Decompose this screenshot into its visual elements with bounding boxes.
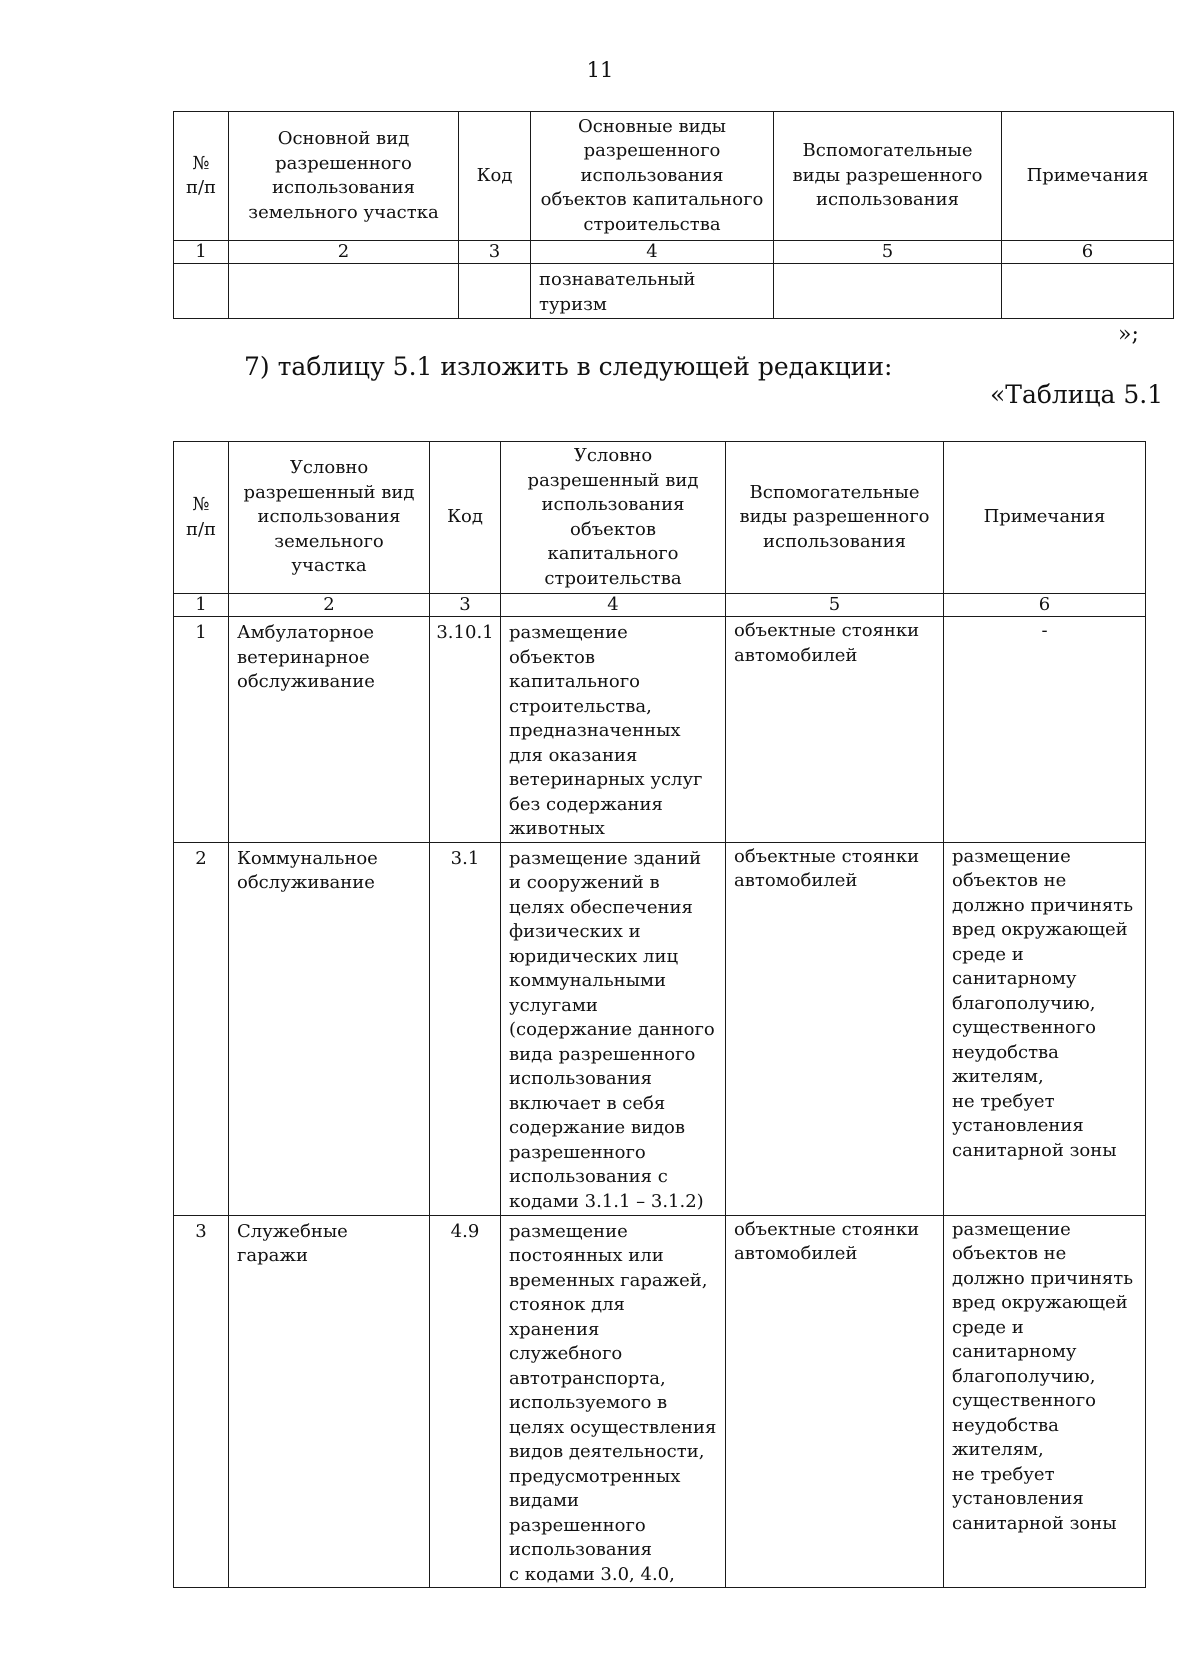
t1-header-number: № п/п <box>174 112 229 241</box>
t2-cell-code: 4.9 <box>430 1215 501 1588</box>
t1-cell: познавательный туризм <box>531 264 774 319</box>
closing-quote-mark: »; <box>1118 322 1139 347</box>
t2-header-land-use: Условно разрешенный вид использования земельного участка <box>229 442 430 594</box>
t2-cell-notes: размещение объектов не должно причинять вред окружающей среде и санитарному благополучию, существенного неудобства жителям, не требует установления санитарной зоны <box>944 842 1146 1215</box>
t2-column-number: 6 <box>944 594 1146 617</box>
t2-cell-notes: размещение объектов не должно причинять вред окружающей среде и санитарному благополучию, существенного неудобства жителям, не требует установления санитарной зоны <box>944 1215 1146 1588</box>
t2-cell-land-use: Служебные гаражи <box>229 1215 430 1588</box>
table-caption: «Таблица 5.1 <box>990 380 1164 409</box>
table-main-uses <box>173 111 1174 319</box>
t1-column-number: 4 <box>531 241 774 264</box>
t2-cell-construction-use: размещение объектов капитального строительства, предназначенных для оказания ветеринарных услуг без содержания животных <box>501 617 726 843</box>
t2-cell-number: 2 <box>174 842 229 1215</box>
t2-column-number: 1 <box>174 594 229 617</box>
t2-header-construction-use: Условно разрешенный вид использования объектов капитального строительства <box>501 442 726 594</box>
t1-column-number: 2 <box>229 241 459 264</box>
t1-header-construction-use: Основные виды разрешенного использования объектов капитального строительства <box>531 112 774 241</box>
t1-header-code: Код <box>459 112 531 241</box>
t2-cell-code: 3.1 <box>430 842 501 1215</box>
t1-column-number: 5 <box>774 241 1002 264</box>
t1-cell <box>459 264 531 319</box>
t2-cell-auxiliary-use: объектные стоянки автомобилей <box>726 842 944 1215</box>
t1-column-number: 3 <box>459 241 531 264</box>
t2-cell-auxiliary-use: объектные стоянки автомобилей <box>726 1215 944 1588</box>
t2-cell-land-use: Амбулаторное ветеринарное обслуживание <box>229 617 430 843</box>
t1-header-notes: Примечания <box>1002 112 1174 241</box>
t2-column-number: 3 <box>430 594 501 617</box>
t1-header-land-use: Основной вид разрешенного использования земельного участка <box>229 112 459 241</box>
t1-cell <box>229 264 459 319</box>
t1-cell <box>1002 264 1174 319</box>
page-number: 11 <box>586 58 614 82</box>
t1-column-number: 1 <box>174 241 229 264</box>
t2-cell-construction-use: размещение зданий и сооружений в целях обеспечения физических и юридических лиц коммунальными услугами (содержание данного вида разрешенного использования включает в себя содержание видов разрешенного использования с кодами 3.1.1 – 3.1.2) <box>501 842 726 1215</box>
t1-header-auxiliary-use: Вспомогательные виды разрешенного использования <box>774 112 1002 241</box>
table-row <box>174 1215 1146 1588</box>
t2-cell-auxiliary-use: объектные стоянки автомобилей <box>726 617 944 843</box>
instruction-text: 7) таблицу 5.1 изложить в следующей редакции: <box>244 352 893 381</box>
t2-column-number: 4 <box>501 594 726 617</box>
table-conditional-uses <box>173 441 1146 1588</box>
t1-cell <box>174 264 229 319</box>
t2-header-auxiliary-use: Вспомогательные виды разрешенного использования <box>726 442 944 594</box>
t2-cell-number: 1 <box>174 617 229 843</box>
table-row <box>174 264 1174 319</box>
table-row <box>174 842 1146 1215</box>
t1-cell <box>774 264 1002 319</box>
t2-header-number: № п/п <box>174 442 229 594</box>
t2-column-number: 5 <box>726 594 944 617</box>
t2-column-number: 2 <box>229 594 430 617</box>
table-row <box>174 617 1146 843</box>
t2-cell-code: 3.10.1 <box>430 617 501 843</box>
t2-cell-land-use: Коммунальное обслуживание <box>229 842 430 1215</box>
t2-cell-number: 3 <box>174 1215 229 1588</box>
t2-cell-notes: - <box>944 617 1146 843</box>
t2-header-code: Код <box>430 442 501 594</box>
t1-column-number: 6 <box>1002 241 1174 264</box>
t2-cell-construction-use: размещение постоянных или временных гаражей, стоянок для хранения служебного автотранспорта, используемого в целях осуществления видов деятельности, предусмотренных видами разрешенного использования с кодами 3.0, 4.0, <box>501 1215 726 1588</box>
t2-header-notes: Примечания <box>944 442 1146 594</box>
